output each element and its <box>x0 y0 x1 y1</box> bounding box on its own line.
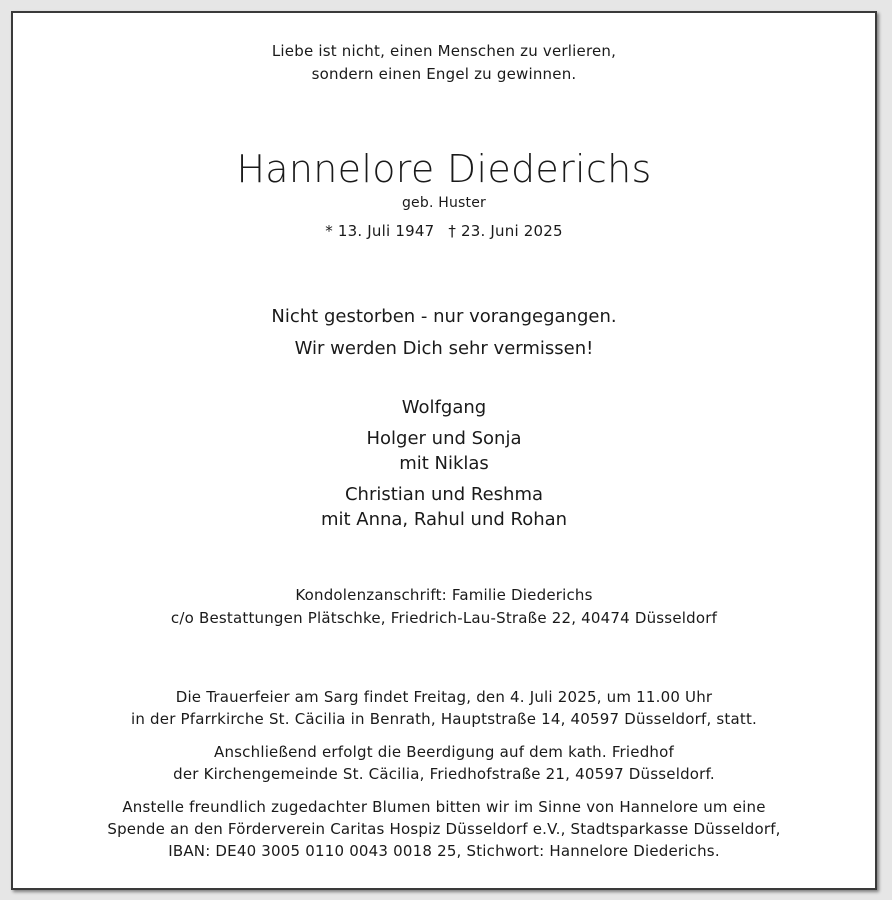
birth-date: * 13. Juli 1947 <box>325 222 435 240</box>
life-dates <box>13 222 875 240</box>
service-line-1: Die Trauerfeier am Sarg findet Freitag, den 4. Juli 2025, um 11.00 Uhr <box>175 688 713 706</box>
service-line-2: in der Pfarrkirche St. Cäcilia in Benrath, Hauptstraße 14, 40597 Düsseldorf, statt. <box>131 710 757 728</box>
family-2-line-1: Christian und Reshma <box>344 484 544 505</box>
burial-line-2: der Kirchengemeinde St. Cäcilia, Friedhofstraße 21, 40597 Düsseldorf. <box>173 765 715 783</box>
condolence-line-1: Kondolenzanschrift: Familie Diederichs <box>295 586 593 604</box>
deceased-name: Hannelore Diederichs <box>236 147 652 191</box>
donation-line-2: Spende an den Förderverein Caritas Hospiz Düsseldorf e.V., Stadtsparkasse Düsseldorf, <box>107 820 781 838</box>
family-1-line-1: Holger und Sonja <box>366 428 522 449</box>
farewell-line-1: Nicht gestorben - nur vorangegangen. <box>271 306 617 327</box>
donation-line-1: Anstelle freundlich zugedachter Blumen bitten wir im Sinne von Hannelore um eine <box>122 798 766 816</box>
motto-line-2: sondern einen Engel zu gewinnen. <box>311 65 577 83</box>
obituary-card <box>11 11 877 890</box>
family-2-line-2: mit Anna, Rahul und Rohan <box>320 509 568 530</box>
family-1-line-2: mit Niklas <box>399 453 489 474</box>
burial-line-1: Anschließend erfolgt die Beerdigung auf dem kath. Friedhof <box>213 743 675 761</box>
donation-line-3: IBAN: DE40 3005 0110 0043 0018 25, Stichwort: Hannelore Diederichs. <box>168 842 720 860</box>
motto-line-1: Liebe ist nicht, einen Menschen zu verlieren, <box>271 42 617 60</box>
birth-name: geb. Huster <box>401 195 487 211</box>
condolence-line-2: c/o Bestattungen Plätschke, Friedrich-Lau-Straße 22, 40474 Düsseldorf <box>170 609 718 627</box>
farewell-line-2: Wir werden Dich sehr vermissen! <box>294 338 594 359</box>
death-date: † 23. Juni 2025 <box>448 222 563 240</box>
family-spouse: Wolfgang <box>401 397 487 418</box>
